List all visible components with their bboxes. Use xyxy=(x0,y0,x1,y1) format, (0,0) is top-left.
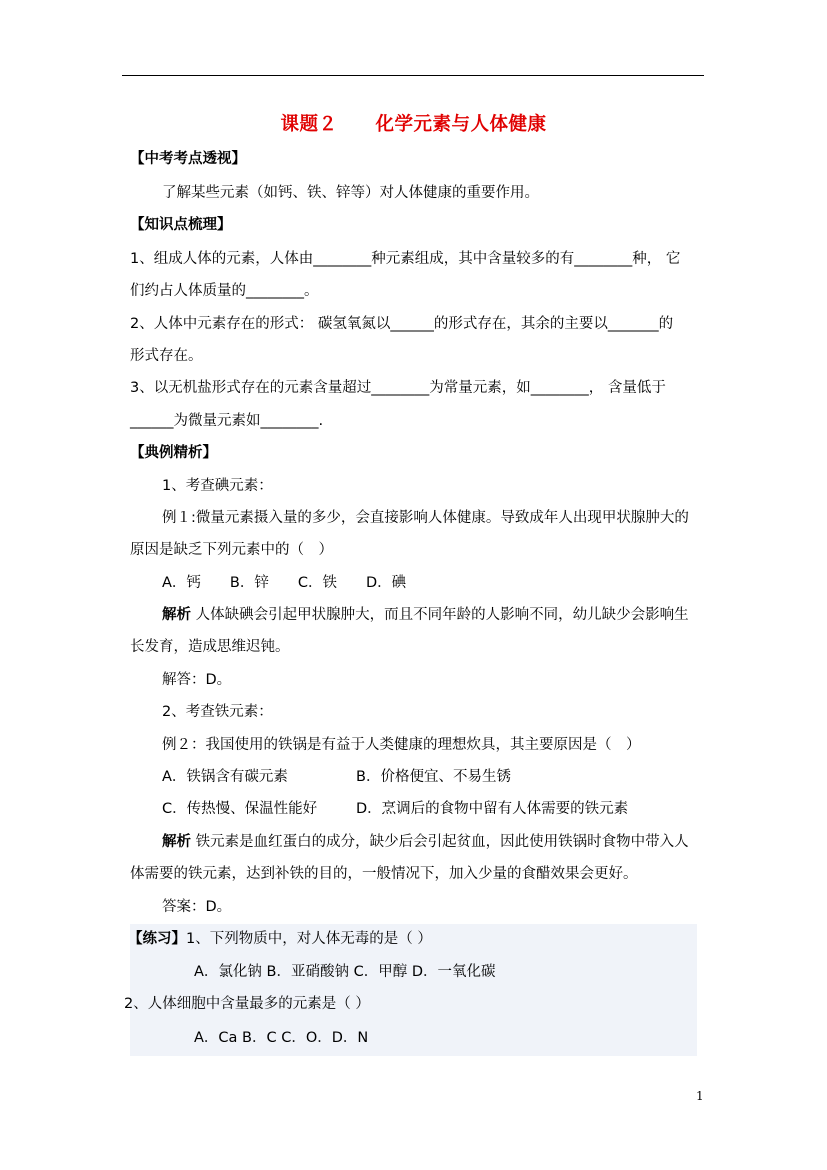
practice-q1 xyxy=(128,929,432,949)
analysis-label: 解析 xyxy=(162,607,191,623)
analysis-text: 铁元素是血红蛋白的成分，缺少后会引起贫血，因此使用铁锅时食物中带入人 xyxy=(195,834,689,850)
exam-points-heading: 【中考考点透视】 xyxy=(130,151,246,167)
knowledge-item1-line1: 1、组成人体的元素，人体由________种元素组成，其中含量较多的有________种， 它 xyxy=(130,251,681,267)
example1-line2: 原因是缺乏下列元素中的（ ） xyxy=(130,542,333,558)
knowledge-item2-line1: 2、人体中元素存在的形式： 碳氢氧氮以______的形式存在，其余的主要以_______的 xyxy=(130,316,674,332)
practice-q2-options: A．Ca B．C C．O．D．N xyxy=(194,1030,369,1046)
example2-option-a: A．铁锅含有碳元素 xyxy=(162,769,288,785)
practice-q1-text: 1、下列物质中，对人体无毒的是（ ） xyxy=(186,931,432,947)
example1-line1: 例１:微量元素摄入量的多少，会直接影响人体健康。导致成年人出现甲状腺肿大的 xyxy=(162,510,689,526)
example2-option-b: B．价格便宜、不易生锈 xyxy=(356,769,511,785)
knowledge-heading: 【知识点梳理】 xyxy=(130,217,232,233)
example2-analysis-line1 xyxy=(162,832,689,852)
topic-iodine: 1、考查碘元素： xyxy=(162,478,273,494)
practice-q1-options: A．氯化钠 B．亚硝酸钠 C．甲醇 D．一氧化碳 xyxy=(194,964,496,980)
examples-heading: 【典例精析】 xyxy=(130,445,217,461)
practice-label: 【练习】 xyxy=(128,931,186,947)
example1-options: A．钙 B．锌 C．铁 D．碘 xyxy=(162,575,407,591)
practice-q2: 2、人体细胞中含量最多的元素是（ ） xyxy=(124,996,370,1012)
topic-iron: 2、考查铁元素： xyxy=(162,704,273,720)
analysis-text: 人体缺碘会引起甲状腺肿大，而且不同年龄的人影响不同，幼儿缺少会影响生 xyxy=(195,607,689,623)
example2-line1: 例２：我国使用的铁锅是有益于人类健康的理想炊具，其主要原因是（ ） xyxy=(162,737,641,753)
knowledge-item3-line1: 3、以无机盐形式存在的元素含量超过________为常量元素，如________， 含量低于 xyxy=(130,380,666,396)
analysis-label: 解析 xyxy=(162,834,191,850)
example1-analysis-line1 xyxy=(162,605,689,625)
example1-analysis-line2: 长发育，造成思维迟钝。 xyxy=(130,639,290,655)
example2-answer: 答案：D。 xyxy=(162,899,232,915)
example2-option-c: C．传热慢、保温性能好 xyxy=(162,801,318,817)
exam-points-text: 了解某些元素（如钙、铁、锌等）对人体健康的重要作用。 xyxy=(162,185,539,201)
example2-analysis-line2: 体需要的铁元素，达到补铁的目的，一般情况下，加入少量的食醋效果会更好。 xyxy=(130,866,638,882)
knowledge-item1-line2: 们约占人体质量的________。 xyxy=(130,283,319,299)
knowledge-item3-line2: ______为微量元素如________. xyxy=(130,413,324,429)
example1-answer: 解答：D。 xyxy=(162,672,232,688)
example2-option-d: D．烹调后的食物中留有人体需要的铁元素 xyxy=(356,801,629,817)
page-title: 课题２ 化学元素与人体健康 xyxy=(280,114,547,135)
knowledge-item2-line2: 形式存在。 xyxy=(130,348,203,364)
page-number: 1 xyxy=(696,1089,704,1103)
header-rule xyxy=(122,75,704,76)
